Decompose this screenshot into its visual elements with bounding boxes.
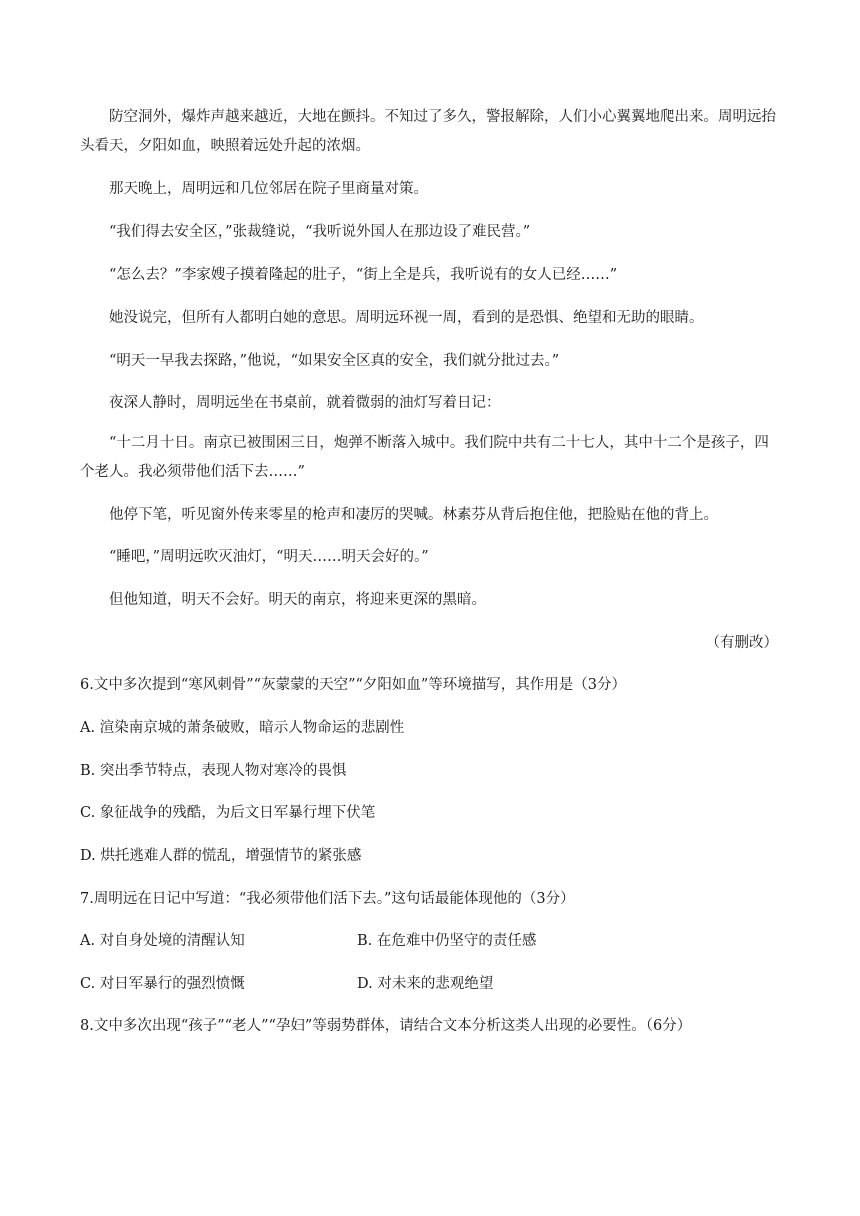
passage-paragraph: “睡吧，”周明远吹灭油灯，“明天……明天会好的。” [109, 549, 429, 565]
question-6-option-c[interactable]: C. 象征战争的残酷，为后文日军暴行埋下伏笔 [80, 805, 376, 821]
passage-paragraph: “怎么去？”李家嫂子摸着隆起的肚子，“街上全是兵，我听说有的女人已经……” [109, 267, 618, 283]
passage-paragraph: “我们得去安全区，”张裁缝说，“我听说外国人在那边设了难民营。” [109, 224, 531, 240]
question-7-option-a[interactable]: A. 对自身处境的清醒认知 [80, 933, 245, 949]
passage-paragraph: 夜深人静时，周明远坐在书桌前，就着微弱的油灯写着日记： [109, 395, 501, 411]
question-6-option-b[interactable]: B. 突出季节特点，表现人物对寒冷的畏惧 [80, 763, 347, 779]
question-7-stem: 7.周明远在日记中写道：“我必须带他们活下去。”这句话最能体现他的（3分） [80, 891, 575, 907]
passage-paragraph: 他停下笔，听见窗外传来零星的枪声和凄厉的哭喊。林素芬从背后抱住他，把脸贴在他的背上。 [109, 507, 718, 523]
passage-paragraph: 那天晚上，周明远和几位邻居在院子里商量对策。 [109, 181, 428, 197]
source-note: （有删改） [705, 635, 778, 651]
question-6-stem: 6.文中多次提到“寒风刺骨”“灰蒙蒙的天空”“夕阳如血”等环境描写，其作用是（3分） [80, 677, 627, 693]
question-7-option-d[interactable]: D. 对未来的悲观绝望 [357, 976, 494, 992]
passage-paragraph: “十二月十日。南京已被围困三日，炮弹不断落入城中。我们院中共有二十七人，其中十二个是孩子，四个老人。我必须带他们活下去……” [80, 435, 769, 480]
question-6-option-d[interactable]: D. 烘托逃难人群的慌乱，增强情节的紧张感 [80, 848, 362, 864]
passage-paragraph: “明天一早我去探路，”他说，“如果安全区真的安全，我们就分批过去。” [109, 353, 560, 369]
passage-paragraph: 防空洞外，爆炸声越来越近，大地在颤抖。不知过了多久，警报解除，人们小心翼翼地爬出来。周明远抬头看天，夕阳如血，映照着远处升起的浓烟。 [80, 109, 776, 154]
passage-paragraph: 但他知道，明天不会好。明天的南京，将迎来更深的黑暗。 [109, 592, 486, 608]
question-7-option-c[interactable]: C. 对日军暴行的强烈愤慨 [80, 976, 245, 992]
question-8-stem: 8.文中多次出现“孩子”“老人”“孕妇”等弱势群体，请结合文本分析这类人出现的必要性。（6分） [80, 1018, 692, 1034]
question-6-option-a[interactable]: A. 渲染南京城的萧条破败，暗示人物命运的悲剧性 [80, 720, 405, 736]
question-7-option-b[interactable]: B. 在危难中仍坚守的责任感 [357, 933, 537, 949]
passage-paragraph: 她没说完，但所有人都明白她的意思。周明远环视一周，看到的是恐惧、绝望和无助的眼睛。 [109, 310, 704, 326]
